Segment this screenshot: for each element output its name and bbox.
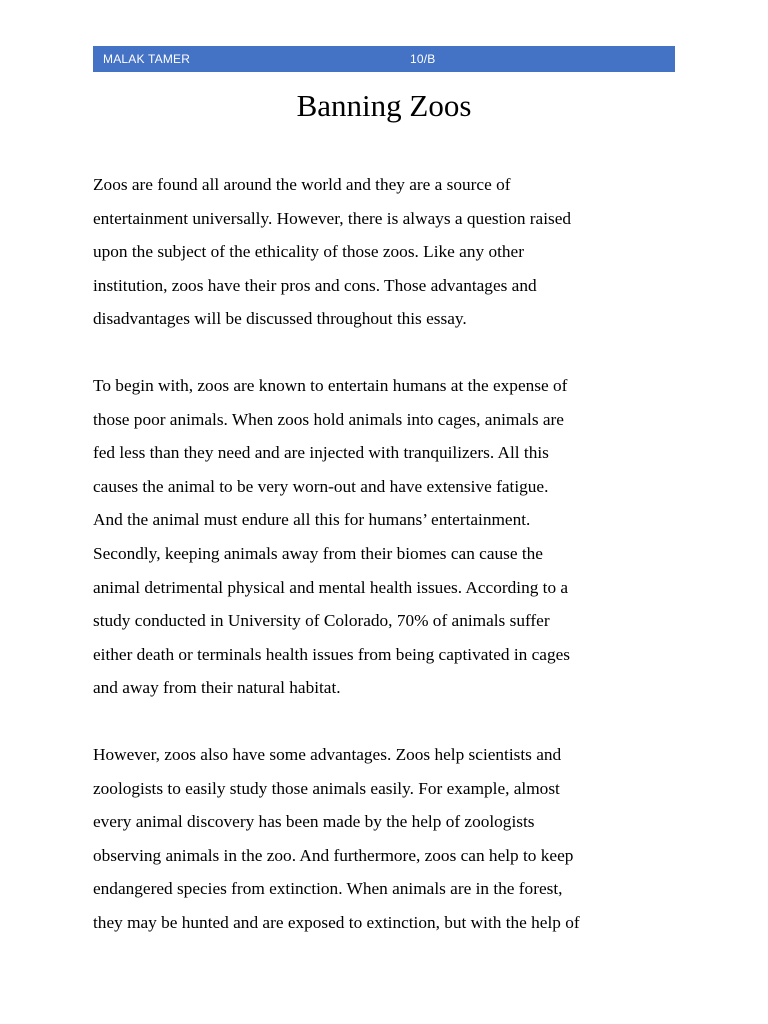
text-line: endangered species from extinction. When animals are in the forest, — [93, 879, 563, 899]
text-line: every animal discovery has been made by the help of zoologists — [93, 812, 535, 832]
text-line: Secondly, keeping animals away from their biomes can cause the — [93, 543, 543, 563]
document-title: Banning Zoos — [296, 88, 472, 123]
paragraph-disadvantages — [93, 369, 683, 705]
text-line: zoologists to easily study those animals easily. For example, almost — [93, 778, 560, 798]
text-line: they may be hunted and are exposed to extinction, but with the help of — [93, 912, 580, 932]
text-line: causes the animal to be very worn-out and have extensive fatigue. — [93, 476, 549, 496]
text-line: And the animal must endure all this for humans’ entertainment. — [93, 510, 531, 530]
text-line: Zoos are found all around the world and they are a source of — [93, 175, 511, 194]
text-line: fed less than they need and are injected with tranquilizers. All this — [93, 443, 549, 463]
paragraph-intro — [93, 168, 683, 336]
text-line: disadvantages will be discussed throughout this essay. — [93, 309, 467, 329]
text-line: However, zoos also have some advantages. Zoos help scientists and — [93, 745, 562, 764]
text-line: either death or terminals health issues from being captivated in cages — [93, 644, 570, 664]
text-line: observing animals in the zoo. And furthermore, zoos can help to keep — [93, 845, 574, 865]
text-line: To begin with, zoos are known to entertain humans at the expense of — [93, 376, 568, 395]
student-name: MALAK TAMER — [103, 52, 191, 66]
text-line: those poor animals. When zoos hold animals into cages, animals are — [93, 409, 564, 429]
class-section: 10/B — [410, 52, 436, 66]
text-line: and away from their natural habitat. — [93, 678, 341, 698]
header-band — [93, 46, 675, 72]
text-line: animal detrimental physical and mental health issues. According to a — [93, 577, 569, 597]
text-line: entertainment universally. However, there is always a question raised — [93, 208, 572, 228]
text-line: institution, zoos have their pros and cons. Those advantages and — [93, 275, 537, 295]
paragraph-advantages — [93, 738, 683, 940]
text-line: study conducted in University of Colorado, 70% of animals suffer — [93, 611, 550, 631]
text-line: upon the subject of the ethicality of those zoos. Like any other — [93, 242, 524, 262]
